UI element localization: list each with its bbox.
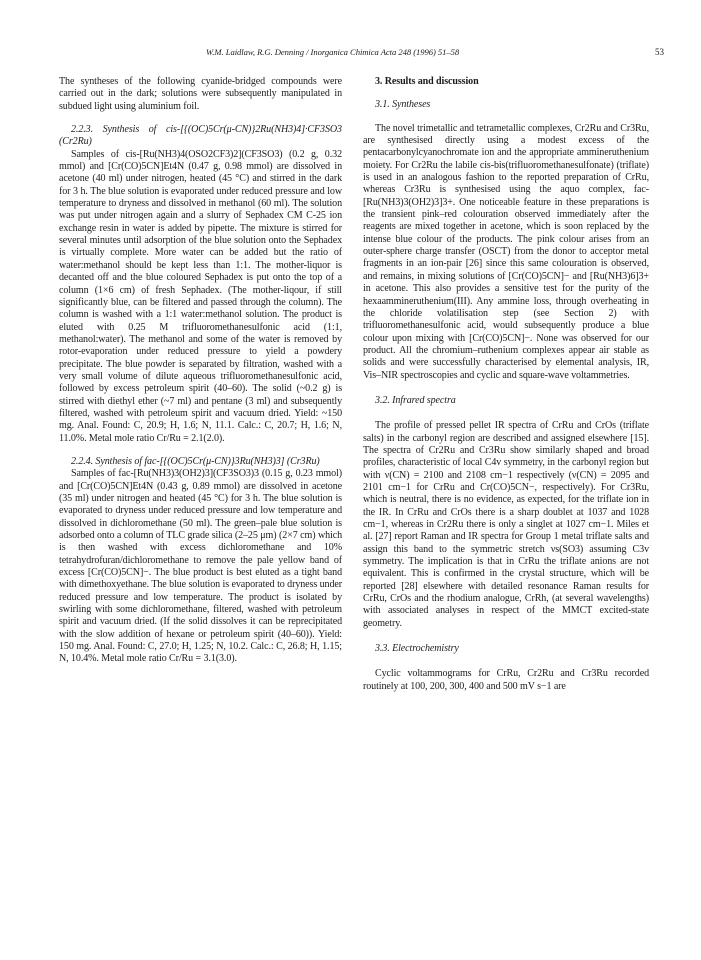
section-body-3-2: The profile of pressed pellet IR spectra of CrRu and CrOs (triflate salts) in the carbonyl region are described and assigned elsewhere [15]. The spectra of Cr2Ru and Cr3Ru show similarly shaped and broad profiles, characteristic of local C4v symmetry, in the carbonyl region but with ν(CN) = 2100 and 2108 cm−1 respectively (ν(CN) = 2095 and 2101 cm−1 for CrRu and Cr(CO)5CN−, respectively). For Cr3Ru, which is neutral, there is no evidence, as expected, for the triflate ion in the IR. In CrRu and CrOs there is a sharp doublet at 1037 and 1028 cm−1, whereas in Cr2Ru there is only a singlet at 1027 cm−1. Miles et al. [27] report Raman and IR spectra for Group 1 metal triflate salts and assign this band to the symmetric stretch νs(SO3) assuming C3v symmetry. The implication is that in CrRu the triflate anions are not equivalent. This is confirmed in the crystal structure, which will be reported [28] elsewhere with detailed resonance Raman results for CrRu, CrOs and the rhodium analogue, CrRh, (at several wavelengths) with associated analyses in respect of the MMCT excited-state geometry. (363, 420, 649, 629)
section-heading-3-2: 3.2. Infrared spectra (375, 394, 456, 406)
section-2-2-3 (59, 124, 342, 445)
section-heading-2-2-3: 2.2.3. Synthesis of cis-[{(OC)5Cr(μ-CN)}2Ru(NH3)4]·CF3SO3 (Cr2Ru) (59, 124, 342, 148)
section-body-3-3: Cyclic voltammograms for CrRu, Cr2Ru and Cr3Ru recorded routinely at 100, 200, 300, 400 and 500 mV s−1 are (363, 668, 649, 692)
running-header (0, 47, 701, 61)
page-number: 53 (655, 47, 664, 57)
section-heading-3-1: 3.1. Syntheses (375, 99, 431, 111)
intro-paragraph: The syntheses of the following cyanide-bridged compounds were carried out in the dark; solutions were subsequently manipulated in subdued light using aluminium foil. (59, 76, 342, 112)
section-2-2-4 (59, 456, 342, 666)
section-body-2-2-3: Samples of cis-[Ru(NH3)4(OSO2CF3)2](CF3SO3) (0.2 g, 0.32 mmol) and [Cr(CO)5CN]Et4N (0.47 g, 0.98 mmol) are dissolved in acetone (40 ml) under nitrogen, heated (45 °C) and stirred in the dark for 3 h. The blue solution is evaporated under reduced pressure and low temperature to dryness and dissolved in methanol (60 ml). The solution was put under nitrogen again and a slurry of Sephadex CM C-25 ion exchange resin in water is added by pipette. The mixture is stirred for several minutes until adsorption of the blue solution onto the Sephadex is virtually complete. More water can be added but the ratio of water:methanol should be kept less than 1:1. The mother-liquor is decanted off and the blue coloured Sephadex is put onto the top of a column (1×6 cm) of fresh Sephadex. (The mother-liqour, if still significantly blue, can be filtered and passed through the column). The column is washed with a 1:1 water:methanol solution. The product is eluted with 0.25 M trifluoromethanesulfonic acid (1:1, methanol:water). The methanol and some of the water is removed by rotor-evaporation under reduced pressure to yield a powdery precipitate. The blue powder is separated by filtration, washed with a very small volume of dilute aqueous trifluoromethanesulfonic acid, followed by excess petroleum spirit (40–60). The solid (~0.2 g) is stirred with diethyl ether (~7 ml) and pentane (3 ml) and subsequently filtered, washed with petroleum spirit and vacuum dried. Yield: ~150 mg. Anal. Found: C, 20.9; H, 1.6; N, 11.1. Calc.: C, 20.7; H, 1.6; N, 11.0%. Metal mole ratio Cr/Ru = 2.1(2.0). (59, 148, 342, 444)
section-body-2-2-4: Samples of fac-[Ru(NH3)3(OH2)3](CF3SO3)3 (0.15 g, 0.23 mmol) and [Cr(CO)5CN]Et4N (0.43 g, 0.89 mmol) are dissolved in acetone (35 ml) under nitrogen and heated (45 °C) for 3 h. The blue solution is evaporated to dryness under reduced pressure and low temperature and dissolved in dichloromethane (50 ml). The green–pale blue solution is adsorbed onto a column of TLC grade silica (2–25 μm) (2×7 cm) which is then washed with excess dichloromethane and 10% tetrahydrofuran/dichloromethane to remove the pale yellow band of excess [Cr(CO)5CN]−. The blue product is best eluted as a tight band with dimethoxyethane. The blue solution is evaporated to dryness under reduced pressure and low temperature. The product is isolated by swirling with some dichloromethane, filtered, washed with petroleum spirit and vacuum dried. (If the solid dissolves it can be reprecipitated with the slow addition of hexane or petroleum spirit (40–60)). Yield: 150 mg. Anal. Found: C, 27.0; H, 1.25; N, 10.2. Calc.: C, 26.8; H, 1.15; N, 10.4%. Metal mole ratio Cr/Ru = 3.1(3.0). (59, 468, 342, 665)
section-heading-3-3: 3.3. Electrochemistry (375, 643, 459, 655)
left-column (59, 76, 342, 666)
running-head: W.M. Laidlaw, R.G. Denning / Inorganica Chimica Acta 248 (1996) 51–58 (206, 47, 460, 57)
right-column (363, 76, 649, 693)
section-body-3-1: The novel trimetallic and tetrametallic complexes, Cr2Ru and Cr3Ru, are synthesised directly using a modest excess of the pentacarbonylcyanochromate ion and the appropriate ammineruthenium moiety. For Cr2Ru the labile cis-bis(trifluoromethanesulfonate) (triflate) is used in an analogous fashion to the reported preparation of CrRu, whereas Cr3Ru is synthesised using the aquo complex, fac-[Ru(NH3)3(OH2)3]3+. One noticeable feature in these preparations is the transient pink–red colouration observed immediately after the reagents are mixed together in acetone, which is soon replaced by the intense blue colour of the products. The pink colour arises from an outer-sphere charge transfer (OSCT) from the donor to acceptor metal fragments in an ion-pair [26] since this same colouration is observed, and remains, in mixing solutions of [Cr(CO)5CN]− and [Ru(NH3)6]3+ in acetone. This also provides a sensitive test for the purity of the hexaammineruthenium(III). Any ammine loss, through overheating in the chloride volatilisation step (see Section 2) with trifluoromethanesulfonic acid, would subsequently produce a blue colour upon mixing with [Cr(CO)5CN]−. None was observed for our product. All the chromium–ruthenium complexes appear air stable as solids and were successfully characterised by elemental analysis, IR, Vis–NIR spectroscopies and cyclic and square-wave voltammetries. (363, 122, 649, 381)
section-heading-2-2-4: 2.2.4. Synthesis of fac-[{(OC)5Cr(μ-CN)}3Ru(NH3)3] (Cr3Ru) (71, 455, 320, 467)
section-title-results: 3. Results and discussion (375, 76, 479, 87)
